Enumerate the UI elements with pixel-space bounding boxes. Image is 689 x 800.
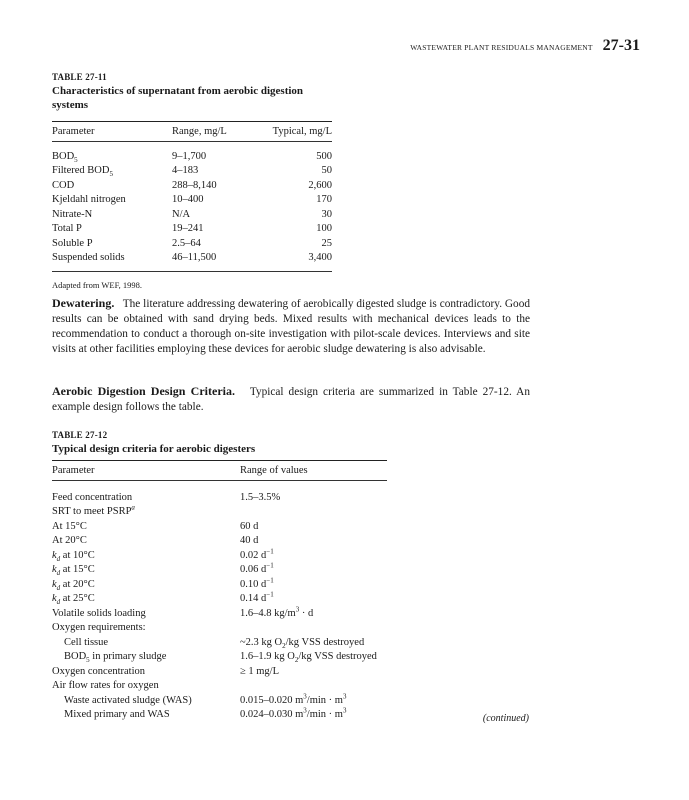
table-row: Oxygen requirements: (52, 622, 146, 634)
table-row: Filtered $BOD_5$ 4–183 50 (52, 165, 332, 179)
table-bottom-rule (52, 271, 332, 272)
table-caption: Characteristics of supernatant from aerobic digestion systems (52, 85, 304, 111)
table-row: COD 288–8,140 2,600 (52, 179, 332, 191)
table-caption: Typical design criteria for aerobic digesters (52, 443, 256, 455)
table-footnote: Adapted from WEF, 1998. (52, 280, 143, 290)
column-header: Parameter (52, 126, 95, 137)
table-row: Air flow rates for oxygen (52, 680, 159, 692)
table-row: At 20°C 40 d (52, 535, 259, 547)
table-row: Feed concentration 1.5–3.5% (52, 491, 281, 503)
table-27-12 (52, 430, 387, 722)
column-header: Range of values (240, 465, 308, 476)
table-row: Kjeldahl nitrogen 10–400 170 (52, 194, 332, 206)
table-header-row (52, 461, 387, 480)
table-row: Oxygen concentration ≥ 1 mg/L (52, 665, 280, 677)
table-header-row (52, 122, 332, 141)
column-header: Range, mg/L (172, 126, 227, 137)
paragraph-dewatering (52, 296, 530, 357)
table-label: TABLE 27-12 (52, 430, 108, 440)
page-number: 27-31 (602, 37, 640, 54)
table-row: Waste activated sludge (WAS) 0.015–0.020 $m^3/\min \cdot m^3$ (64, 692, 347, 706)
table-row: SRT to meet PSRP$^a$ (52, 503, 135, 518)
table-27-11 (52, 72, 332, 290)
table-row: Total P 19–241 100 (52, 223, 332, 235)
table-row: $k_d$ at 20°C 0.10 $d^{-1}$ (52, 576, 274, 592)
table-label: TABLE 27-11 (52, 72, 107, 82)
paragraph-body: Typical design criteria are summarized in Table 27-12. An example design follows the table. (52, 386, 530, 413)
table-row: $k_d$ at 15°C 0.06 $d^{-1}$ (52, 561, 274, 578)
running-header (410, 37, 640, 55)
paragraph-design-criteria (52, 384, 530, 415)
table-row: Nitrate-N N/A 30 (52, 208, 332, 220)
table-row: $k_d$ at 10°C 0.02 $d^{-1}$ (52, 547, 274, 563)
table-row: Mixed primary and WAS 0.024–0.030 $m^3/\min \cdot m^3$ (64, 706, 347, 721)
paragraph-body: The literature addressing dewatering of aerobically digested sludge is contradictory. Good results can be obtained with sand drying beds. Mixed results with mechanical devices leads to the recommendation to conduct a thorough on-site investigation with pilot-scale devices. Interviews and site visits at other facilities employing these devices for aerobic sludge dewatering is also advisable. (52, 298, 530, 355)
table-row: Suspended solids 46–11,500 3,400 (52, 252, 332, 264)
table-row: $k_d$ at 25°C 0.14 $d^{-1}$ (52, 590, 274, 607)
table-row: Volatile solids loading 1.6–4.8 $kg/m^3 \cdot d$ (52, 605, 314, 619)
table-row: $BOD_5$ in primary sludge 1.6–1.9 kg $O_2/kg$ VSS destroyed (64, 651, 377, 665)
column-header: Parameter (52, 465, 95, 476)
running-title: WASTEWATER PLANT RESIDUALS MANAGEMENT (410, 43, 593, 52)
table-row: At 15°C 60 d (52, 520, 259, 532)
paragraph-lead: Aerobic Digestion Design Criteria. (52, 384, 235, 398)
column-header: Typical, mg/L (272, 126, 332, 137)
continued-note: (continued) (482, 713, 529, 724)
paragraph-lead: Dewatering. (52, 296, 115, 310)
table-row: Cell tissue ~2.3 kg $O_2/kg$ VSS destroyed (64, 636, 365, 650)
table-row: $BOD_5$ 9–1,700 500 (52, 150, 332, 164)
table-row: Soluble P 2.5–64 25 (52, 237, 332, 249)
